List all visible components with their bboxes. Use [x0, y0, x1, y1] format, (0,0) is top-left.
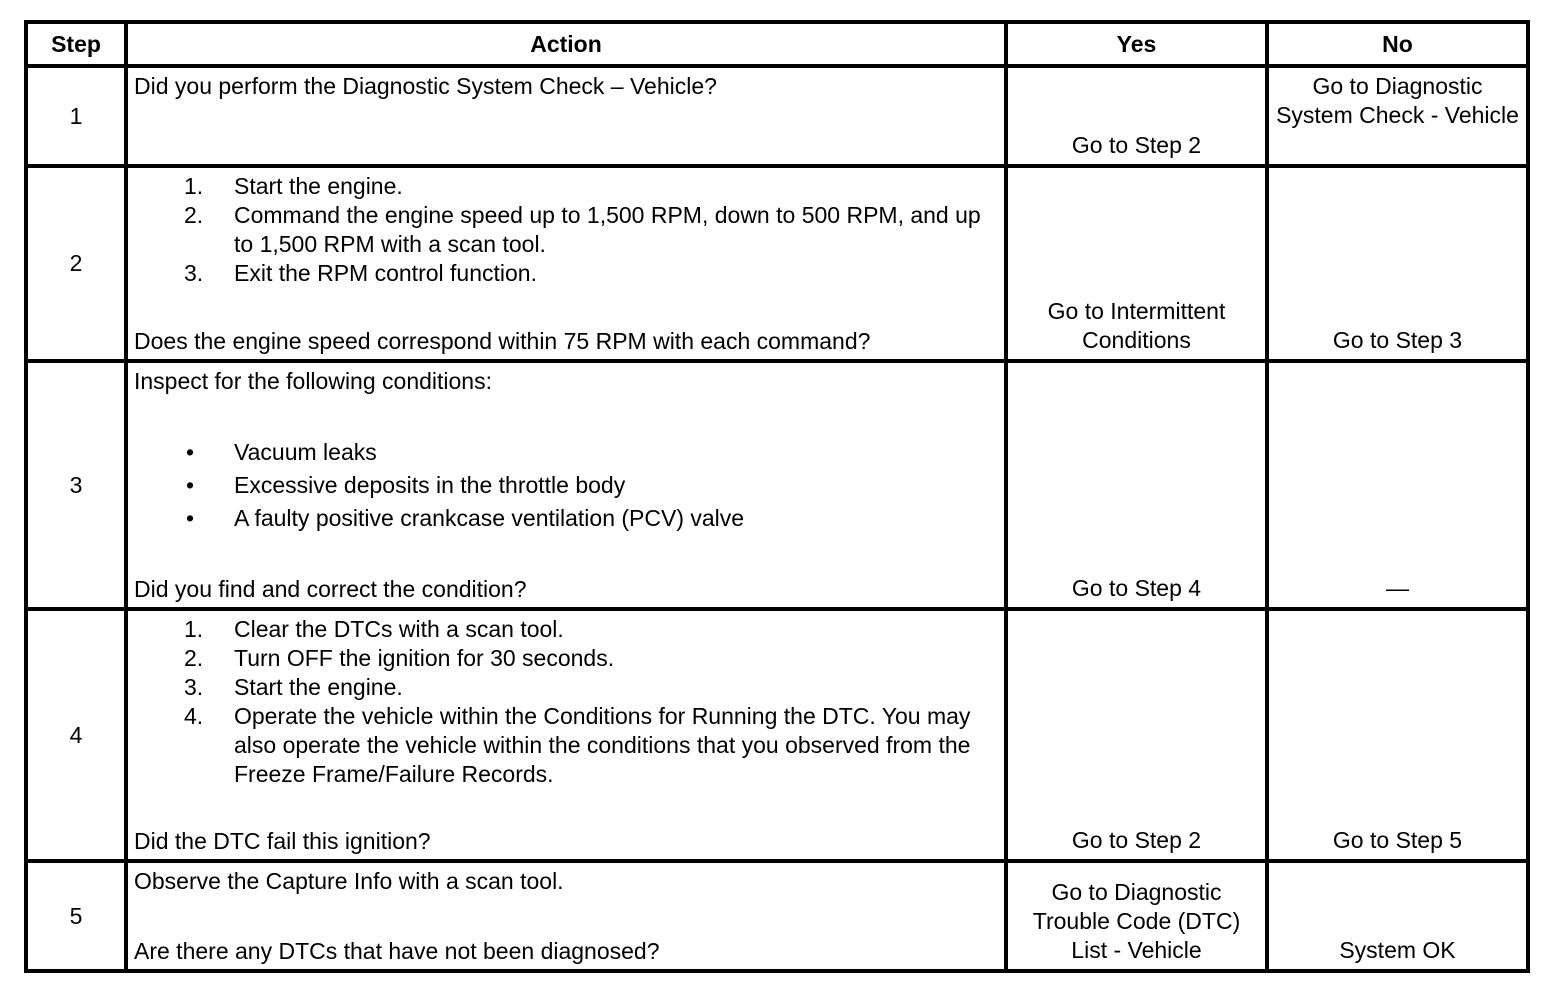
question-text: Are there any DTCs that have not been diagnosed?	[134, 938, 660, 964]
header-step: Step	[26, 22, 126, 66]
header-no: No	[1267, 22, 1528, 66]
step-number: 5	[26, 861, 126, 971]
question-text: Did you find and correct the condition?	[134, 576, 527, 602]
list-item: 4. Operate the vehicle within the Conditions for Running the DTC. You may also operate the vehicle within the conditions that you observed from the Freeze Frame/Failure Records.	[184, 703, 971, 787]
table-row	[26, 66, 1528, 166]
list-item: 1. Clear the DTCs with a scan tool.	[184, 616, 564, 642]
step-number: 4	[26, 609, 126, 861]
list-item: 3. Start the engine.	[184, 674, 403, 700]
list-item: 2. Turn OFF the ignition for 30 seconds.	[184, 645, 615, 671]
intro-text: Inspect for the following conditions:	[134, 368, 492, 394]
action-cell	[126, 861, 1006, 971]
action-cell	[126, 609, 1006, 861]
question-text: Did the DTC fail this ignition?	[134, 828, 431, 854]
action-cell	[126, 361, 1006, 609]
yes-cell: Go to Step 2	[1006, 66, 1267, 166]
no-cell: Go to Step 5	[1267, 609, 1528, 861]
list-item: • A faulty positive crankcase ventilation (PCV) valve	[186, 505, 745, 531]
yes-cell: Go to Intermittent Conditions	[1006, 166, 1267, 361]
list-item: • Vacuum leaks	[186, 439, 377, 465]
step-number: 2	[26, 166, 126, 361]
no-cell: —	[1267, 361, 1528, 609]
step-number: 1	[26, 66, 126, 166]
numbered-list	[134, 615, 998, 789]
diagnostic-table	[24, 20, 1530, 973]
table-row	[26, 609, 1528, 861]
header-row	[26, 22, 1528, 66]
yes-cell: Go to Step 4	[1006, 361, 1267, 609]
list-item: 3. Exit the RPM control function.	[184, 260, 537, 286]
table-row	[26, 861, 1528, 971]
list-item: • Excessive deposits in the throttle body	[186, 472, 626, 498]
no-cell: Go to Diagnostic System Check - Vehicle	[1267, 66, 1528, 166]
list-item: 2. Command the engine speed up to 1,500 RPM, down to 500 RPM, and up to 1,500 RPM with a scan tool.	[184, 202, 981, 257]
yes-cell: Go to Step 2	[1006, 609, 1267, 861]
yes-cell: Go to Diagnostic Trouble Code (DTC) List - Vehicle	[1006, 861, 1267, 971]
header-yes: Yes	[1006, 22, 1267, 66]
no-cell: Go to Step 3	[1267, 166, 1528, 361]
numbered-list	[134, 172, 998, 288]
action-text: Did you perform the Diagnostic System Check – Vehicle?	[134, 73, 717, 99]
list-item: 1. Start the engine.	[184, 173, 403, 199]
table-row	[26, 361, 1528, 609]
table-row	[26, 166, 1528, 361]
intro-text: Observe the Capture Info with a scan tool.	[134, 868, 564, 894]
question-text: Does the engine speed correspond within 75 RPM with each command?	[134, 328, 871, 354]
bullet-list	[134, 436, 998, 535]
step-number: 3	[26, 361, 126, 609]
header-action: Action	[126, 22, 1006, 66]
action-cell	[126, 66, 1006, 166]
no-cell: System OK	[1267, 861, 1528, 971]
action-cell	[126, 166, 1006, 361]
